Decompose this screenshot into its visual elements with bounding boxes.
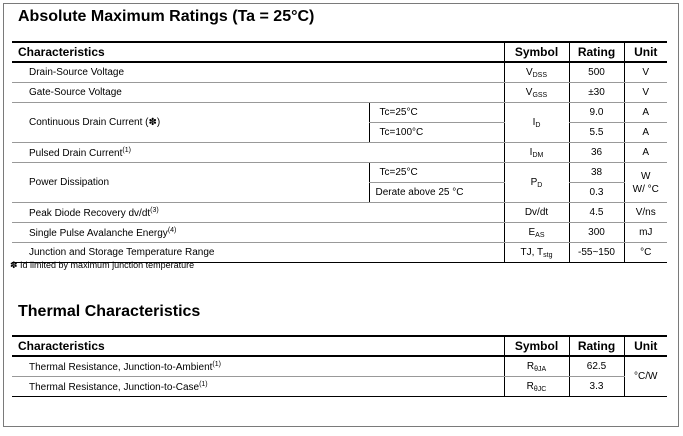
table-row (12, 356, 667, 377)
row-label: Thermal Resistance, Junction-to-Ambient$^{(1)}$ (12, 356, 504, 377)
row-unit: °C (624, 243, 667, 263)
header-characteristics: Characteristics (12, 336, 504, 356)
row-rating: -55~150 (569, 243, 624, 263)
header-unit: Unit (624, 336, 667, 356)
table-header (12, 42, 667, 62)
row-rating: 9.0 (569, 103, 624, 123)
table-row (12, 83, 667, 103)
footnote: ✽ Id limited by maximum junction temperature (10, 260, 195, 270)
row-symbol: $R_{\theta JC}$ (504, 377, 569, 397)
thermal-table (12, 335, 667, 397)
absolute-max-table (12, 41, 667, 263)
row-rating: 300 (569, 223, 624, 243)
row-unit: V (624, 83, 667, 103)
row-rating: 500 (569, 62, 624, 83)
row-unit: A (624, 143, 667, 163)
row-unit: V (624, 62, 667, 83)
row-rating: 3.3 (569, 377, 624, 397)
row-unit: W W/ °C (624, 163, 667, 203)
row-symbol: $V_{DSS}$ (504, 62, 569, 83)
header-symbol: Symbol (504, 336, 569, 356)
table-row (12, 203, 667, 223)
table-row (12, 223, 667, 243)
row-label: Single Pulse Avalanche Energy$^{(4)}$ (12, 223, 504, 243)
table-header (12, 336, 667, 356)
row-label: Thermal Resistance, Junction-to-Case$^{(1)}$ (12, 377, 504, 397)
row-symbol: $I_D$ (504, 103, 569, 143)
row-rating: 62.5 (569, 356, 624, 377)
row-condition: Derate above 25 °C (369, 183, 504, 203)
row-symbol: $R_{\theta JA}$ (504, 356, 569, 377)
row-unit: A (624, 123, 667, 143)
row-label: Power Dissipation (12, 163, 369, 203)
row-rating: 36 (569, 143, 624, 163)
header-rating: Rating (569, 336, 624, 356)
row-condition: Tc=25°C (369, 163, 504, 183)
row-label: Junction and Storage Temperature Range (12, 243, 504, 263)
row-label: Continuous Drain Current (✽) (12, 103, 369, 143)
row-condition: Tc=100°C (369, 123, 504, 143)
row-label: Gate-Source Voltage (12, 83, 504, 103)
row-unit: V/ns (624, 203, 667, 223)
thermal-title: Thermal Characteristics (18, 303, 201, 320)
row-unit: A (624, 103, 667, 123)
row-symbol: $V_{GSS}$ (504, 83, 569, 103)
row-unit: °C/W (624, 356, 667, 397)
table-row (12, 143, 667, 163)
row-condition: Tc=25°C (369, 103, 504, 123)
row-symbol: $P_D$ (504, 163, 569, 203)
row-label: Pulsed Drain Current$^{(1)}$ (12, 143, 504, 163)
absolute-max-title: Absolute Maximum Ratings (Ta = 25°C) (18, 8, 315, 25)
row-label: Peak Diode Recovery $dv/dt^{(3)}$ (12, 203, 504, 223)
row-rating: 4.5 (569, 203, 624, 223)
table-row (12, 62, 667, 83)
header-symbol: Symbol (504, 42, 569, 62)
header-unit: Unit (624, 42, 667, 62)
row-rating: 38 (569, 163, 624, 183)
row-rating: 0.3 (569, 183, 624, 203)
row-unit: mJ (624, 223, 667, 243)
table-row (12, 103, 667, 123)
row-rating: ±30 (569, 83, 624, 103)
header-characteristics: Characteristics (12, 42, 504, 62)
row-symbol: TJ, $T_{stg}$ (504, 243, 569, 263)
table-row (12, 163, 667, 183)
header-rating: Rating (569, 42, 624, 62)
row-symbol: Dv/dt (504, 203, 569, 223)
row-symbol: $E_{AS}$ (504, 223, 569, 243)
row-rating: 5.5 (569, 123, 624, 143)
row-symbol: $I_{DM}$ (504, 143, 569, 163)
row-label: Drain-Source Voltage (12, 62, 504, 83)
table-row (12, 377, 667, 397)
